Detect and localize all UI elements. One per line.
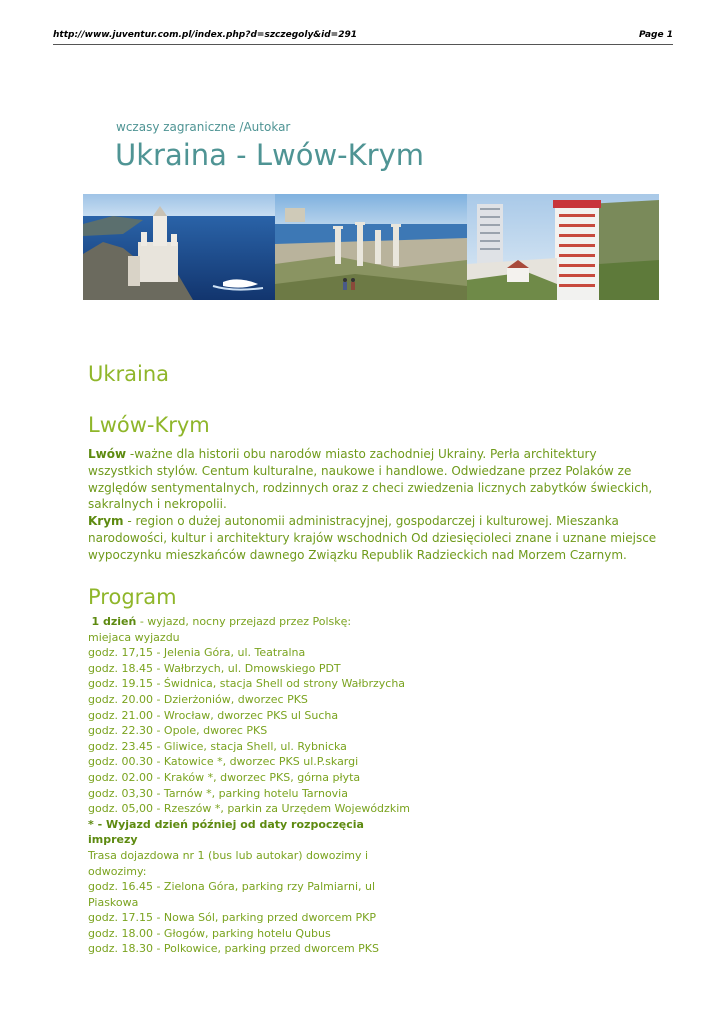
print-url: http://www.juventur.com.pl/index.php?d=szczegoly&id=291 (53, 30, 358, 40)
stop2-a-line-1: godz. 16.45 - Zielona Góra, parking rzy Palmiarni, ul (88, 880, 376, 894)
krym-name: Krym (88, 514, 124, 529)
ruins-columns-photo (275, 194, 467, 300)
note-line-2 (88, 832, 388, 848)
banner (83, 194, 659, 300)
section-heading-lwow-krym: Lwów-Krym (88, 413, 210, 437)
route-line-2: odwozimy: (88, 864, 147, 878)
hotel-tower-photo (467, 194, 659, 300)
list-item: godz. 20.00 - Dzierżoniów, dworzec PKS (88, 692, 308, 706)
lwow-name: Lwów (88, 447, 127, 461)
list-item: godz. 17,15 - Jelenia Góra, ul. Teatralna (88, 646, 306, 660)
list-item: godz. 18.00 - Głogów, parking hotelu Qubus (88, 926, 331, 940)
page-number: Page 1 (638, 30, 673, 40)
note-line-1 (88, 817, 388, 833)
list-item: godz. 18.45 - Wałbrzych, ul. Dmowskiego PDT (88, 661, 341, 675)
program-intro: miejaca wyjazdu (88, 630, 180, 644)
list-item: godz. 03,30 - Tarnów *, parking hotelu Tarnovia (88, 786, 348, 800)
print-header (53, 30, 673, 45)
lwow-text-2: wszystkich stylów. Centum kulturalne, naukowe i handlowe. Odwiedzane przez Polaków ze względów sentymentalnych, rodzinnych oraz z checi zwiedzenia licznych zabytków świeckich, sakralnych i nekropolii. (88, 463, 653, 512)
stops2-list (88, 910, 388, 957)
lwow-text-1: -ważne dla historii obu narodów miasto zachodniej Ukrainy. Perła architektury (126, 447, 597, 461)
breadcrumb: wczasy zagraniczne /Autokar (116, 120, 291, 134)
lwow-description (88, 446, 678, 564)
stops-list (88, 645, 410, 817)
route-line-1: Trasa dojazdowa nr 1 (bus lub autokar) dowozimy i (88, 848, 369, 862)
section-heading-ukraina: Ukraina (88, 362, 170, 386)
list-item: godz. 19.15 - Świdnica, stacja Shell od strony Wałbrzycha (88, 677, 406, 691)
list-item: godz. 00.30 - Katowice *, dworzec PKS ul.P.skargi (88, 755, 359, 769)
list-item: godz. 02.00 - Kraków *, dworzec PKS, górna płyta (88, 770, 361, 784)
list-item: godz. 17.15 - Nowa Sól, parking przed dworcem PKP (88, 911, 377, 925)
note-text-2: imprezy (88, 833, 138, 847)
list-item: godz. 05,00 - Rzeszów *, parkin za Urzędem Wojewódzkim (88, 802, 410, 816)
list-item: godz. 21.00 - Wrocław, dworzec PKS ul Sucha (88, 708, 339, 722)
stop2-a-line-2: Piaskowa (88, 895, 139, 909)
krym-text: - region o dużej autonomii administracyjnej, gospodarczej i kulturowej. Mieszanka narodowości, kultur i architektury krajów wschodnich Od dziesięcioleci znane i uznane miejsce wypoczynku mieszkańców dawnego Związku Republik Radzieckich nad Morzem Czarnym. (88, 514, 657, 562)
castle-sea-photo (83, 194, 275, 300)
page-title: Ukraina - Lwów-Krym (115, 138, 424, 172)
note-text-1: * - Wyjazd dzień później od daty rozpoczęcia (88, 817, 364, 831)
list-item: godz. 22.30 - Opole, dworec PKS (88, 724, 268, 738)
list-item: godz. 18.30 - Polkowice, parking przed dworcem PKS (88, 942, 380, 956)
day-label: 1 dzień (91, 615, 137, 628)
day-text: - wyjazd, nocny przejazd przez Polskę: (136, 615, 352, 628)
list-item: godz. 23.45 - Gliwice, stacja Shell, ul. Rybnicka (88, 739, 347, 753)
section-heading-program: Program (88, 585, 177, 609)
day-line (88, 614, 388, 630)
program-list (88, 614, 410, 957)
